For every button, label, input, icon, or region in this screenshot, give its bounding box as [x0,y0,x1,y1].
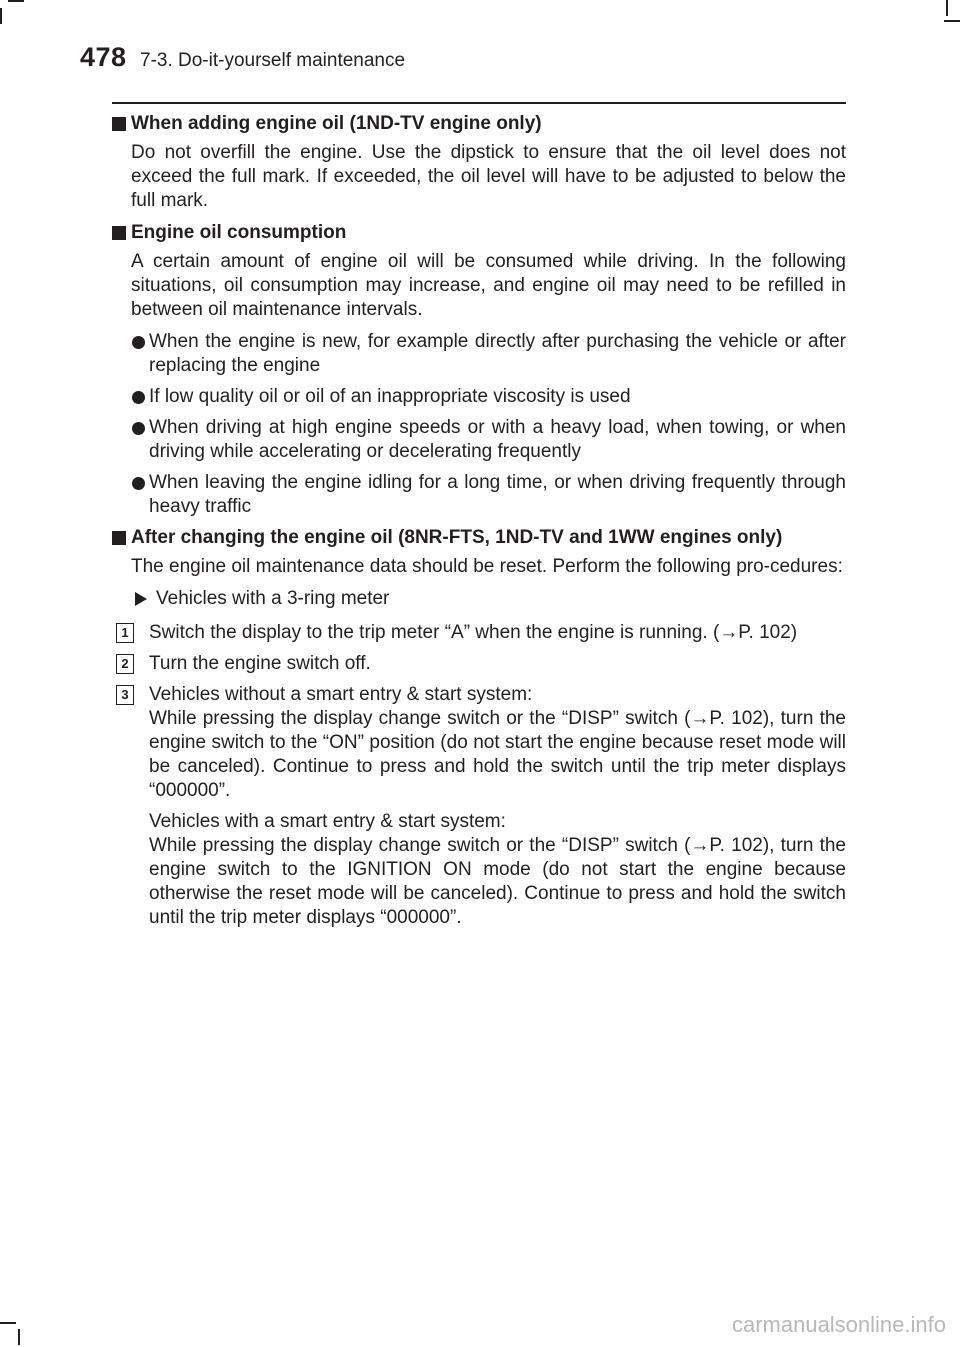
crop-mark [944,20,960,22]
round-bullet-icon [132,391,145,404]
list-item [112,471,846,519]
step-text-line: While pressing the display change switch or the “DISP” switch (→P. 102), turn the engine switch to the “ON” position (do not start the engine because reset mode will be canceled). Continue to press and hold the switch until the trip meter displays “000000”. [149,708,846,801]
step-alternative [112,810,846,930]
section-body: A certain amount of engine oil will be consumed while driving. In the following situations, oil consumption may increase, and engine oil may need to be refilled in between oil maintenance intervals. [131,251,846,320]
list-item-text: When leaving the engine idling for a long time, or when driving frequently through heavy traffic [149,472,846,517]
section-body: The engine oil maintenance data should be reset. Perform the following pro-cedures: [131,556,843,577]
page-number: 478 [80,42,127,72]
square-bullet-icon [112,531,126,545]
crop-mark [0,8,2,24]
section-heading [112,112,846,136]
header-rule [112,102,846,104]
section-heading [112,526,846,550]
crop-mark [0,1322,16,1324]
section-title: Engine oil consumption [131,222,347,243]
section-title: After changing the engine oil (8NR-FTS, 1ND-TV and 1WW engines only) [131,527,783,548]
round-bullet-icon [132,422,145,435]
square-bullet-icon [112,226,126,240]
step-number: 1 [116,623,134,643]
list-item [112,416,846,464]
watermark: carmanualsonline.info [731,1312,946,1337]
section-body: Do not overfill the engine. Use the dipstick to ensure that the oil level does not exceed the full mark. If exceeded, the oil level will have to be adjusted to below the full mark. [131,142,846,211]
crop-mark [8,0,24,2]
vehicle-type-label [112,587,846,611]
vehicle-type-text: Vehicles with a 3-ring meter [156,588,390,609]
step-text-line: Vehicles without a smart entry & start system: [149,684,533,705]
chapter-title: 7-3. Do-it-yourself maintenance [140,50,406,71]
step-number: 3 [116,685,134,705]
triangle-arrow-icon [135,592,147,606]
step-number: 2 [116,654,134,674]
list-item-text: When the engine is new, for example directly after purchasing the vehicle or after replacing the engine [149,331,846,376]
procedure-step [112,652,846,676]
square-bullet-icon [112,117,126,131]
step-text-line: While pressing the display change switch or the “DISP” switch (→P. 102), turn the engine switch to the IGNITION ON mode (do not start the engine because otherwise the reset mode will be canceled). Continue to press and hold the switch until the trip meter displays “000000”. [149,835,846,928]
crop-mark [18,1329,20,1345]
section-title: When adding engine oil (1ND-TV engine only) [131,113,542,134]
round-bullet-icon [132,336,145,349]
crop-mark [946,0,948,16]
list-item [112,330,846,378]
list-item-text: If low quality oil or oil of an inappropriate viscosity is used [149,386,631,407]
procedure-step [112,621,846,645]
section-heading [112,221,846,245]
list-item [112,385,846,409]
procedure-step [112,683,846,803]
step-text-line: Vehicles with a smart entry & start system: [149,811,506,832]
step-text: Turn the engine switch off. [149,653,371,674]
list-item-text: When driving at high engine speeds or with a heavy load, when towing, or when driving while accelerating or decelerating frequently [149,417,846,462]
step-text: Switch the display to the trip meter “A” when the engine is running. (→P. 102) [149,622,798,643]
page-content [112,112,846,938]
round-bullet-icon [132,477,145,490]
